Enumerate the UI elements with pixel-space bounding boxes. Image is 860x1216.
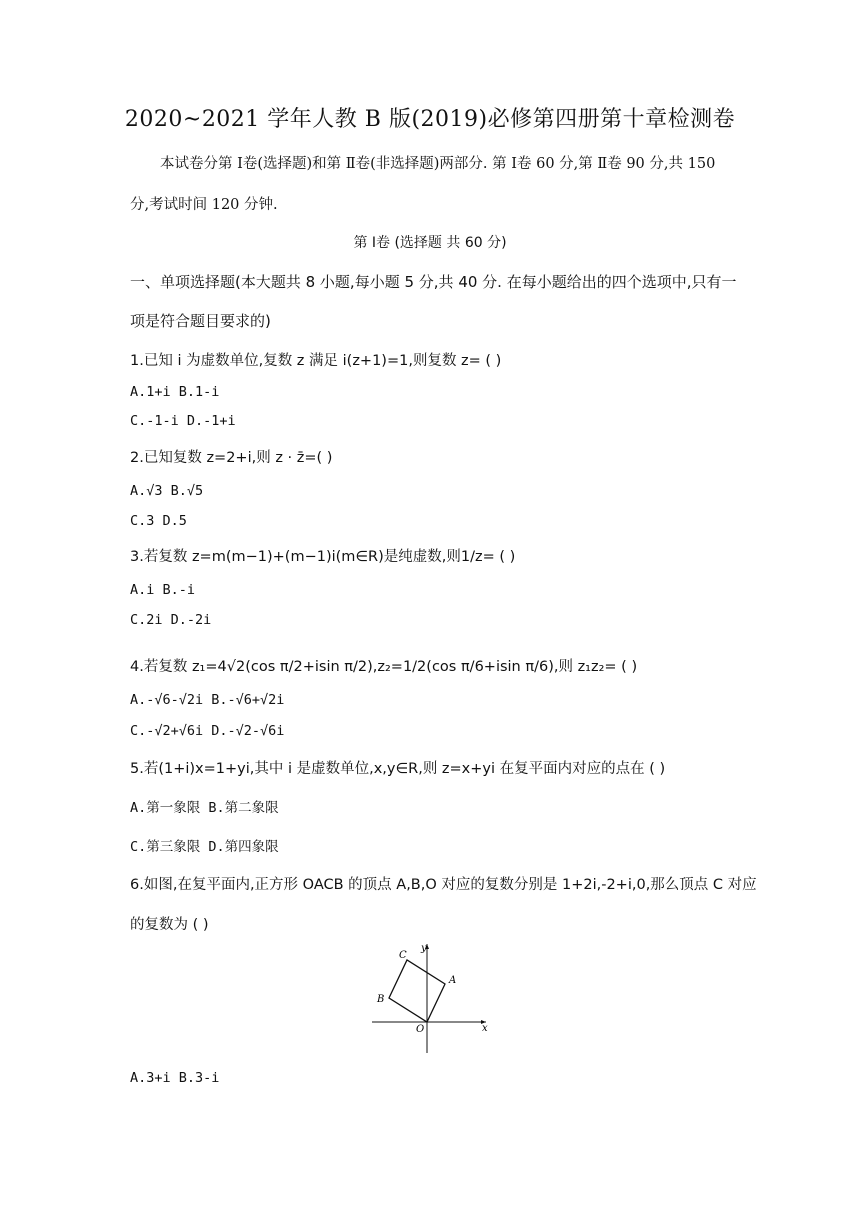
point-c-label: C [399,950,407,961]
question-6-options-row-1: A.3+i B.3-i [130,1070,220,1086]
question-1-stem: 1.已知 i 为虚数单位,复数 z 满足 i(z+1)=1,则复数 z= ( ) [130,353,502,369]
question-2-options-row-1: A.√3 B.√5 [130,483,204,499]
question-4-options-row-1: A.-√6-√2i B.-√6+√2i [130,692,285,708]
question-4-stem: 4.若复数 z₁=4√2(cos π/2+isin π/2),z₂=1/2(cos π/6+isin π/6),则 z₁z₂= ( ) [130,659,638,675]
part-heading: 第 Ⅰ卷 (选择题 共 60 分) [353,235,507,251]
question-4-options-row-2: C.-√2+√6i D.-√2-√6i [130,723,285,739]
question-5-stem: 5.若(1+i)x=1+yi,其中 i 是虚数单位,x,y∈R,则 z=x+yi 在复平面内对应的点在 ( ) [130,761,666,777]
question-1-options-row-1: A.1+i B.1-i [130,384,220,400]
intro-line-1: 本试卷分第 Ⅰ卷(选择题)和第 Ⅱ卷(非选择题)两部分. 第 Ⅰ卷 60 分,第 Ⅱ卷 90 分,共 150 [160,156,716,172]
question-6-stem: 6.如图,在复平面内,正方形 OACB 的顶点 A,B,O 对应的复数分别是 1+2i,-2+i,0,那么顶点 C 对应 [130,877,757,893]
section-heading-line-1: 一、单项选择题(本大题共 8 小题,每小题 5 分,共 40 分. 在每小题给出的四个选项中,只有一 [130,273,737,291]
x-axis-label: x [482,1023,488,1034]
y-axis-label: y [421,943,427,954]
question-5-options-row-2: C.第三象限 D.第四象限 [130,839,279,855]
question-2-stem: 2.已知复数 z=2+i,则 z · z̄=( ) [130,450,333,466]
question-2-options-row-2: C.3 D.5 [130,513,187,529]
question-6-stem-cont: 的复数为 ( ) [130,917,209,933]
point-a-label: A [449,975,457,986]
square-oacb [389,960,445,1022]
complex-plane-figure [370,940,490,1060]
question-3-options-row-1: A.i B.-i [130,582,196,598]
page-title: 2020~2021 学年人教 B 版(2019)必修第四册第十章检测卷 [124,107,736,132]
intro-line-2: 分,考试时间 120 分钟. [130,197,278,213]
question-3-options-row-2: C.2i D.-2i [130,612,212,628]
point-o-label: O [416,1024,425,1035]
question-3-stem: 3.若复数 z=m(m−1)+(m−1)i(m∈R)是纯虚数,则1/z= ( ) [130,549,516,565]
question-5-options-row-1: A.第一象限 B.第二象限 [130,800,279,816]
question-1-options-row-2: C.-1-i D.-1+i [130,413,236,429]
point-b-label: B [377,994,385,1005]
section-heading-line-2: 项是符合题目要求的) [130,312,271,330]
